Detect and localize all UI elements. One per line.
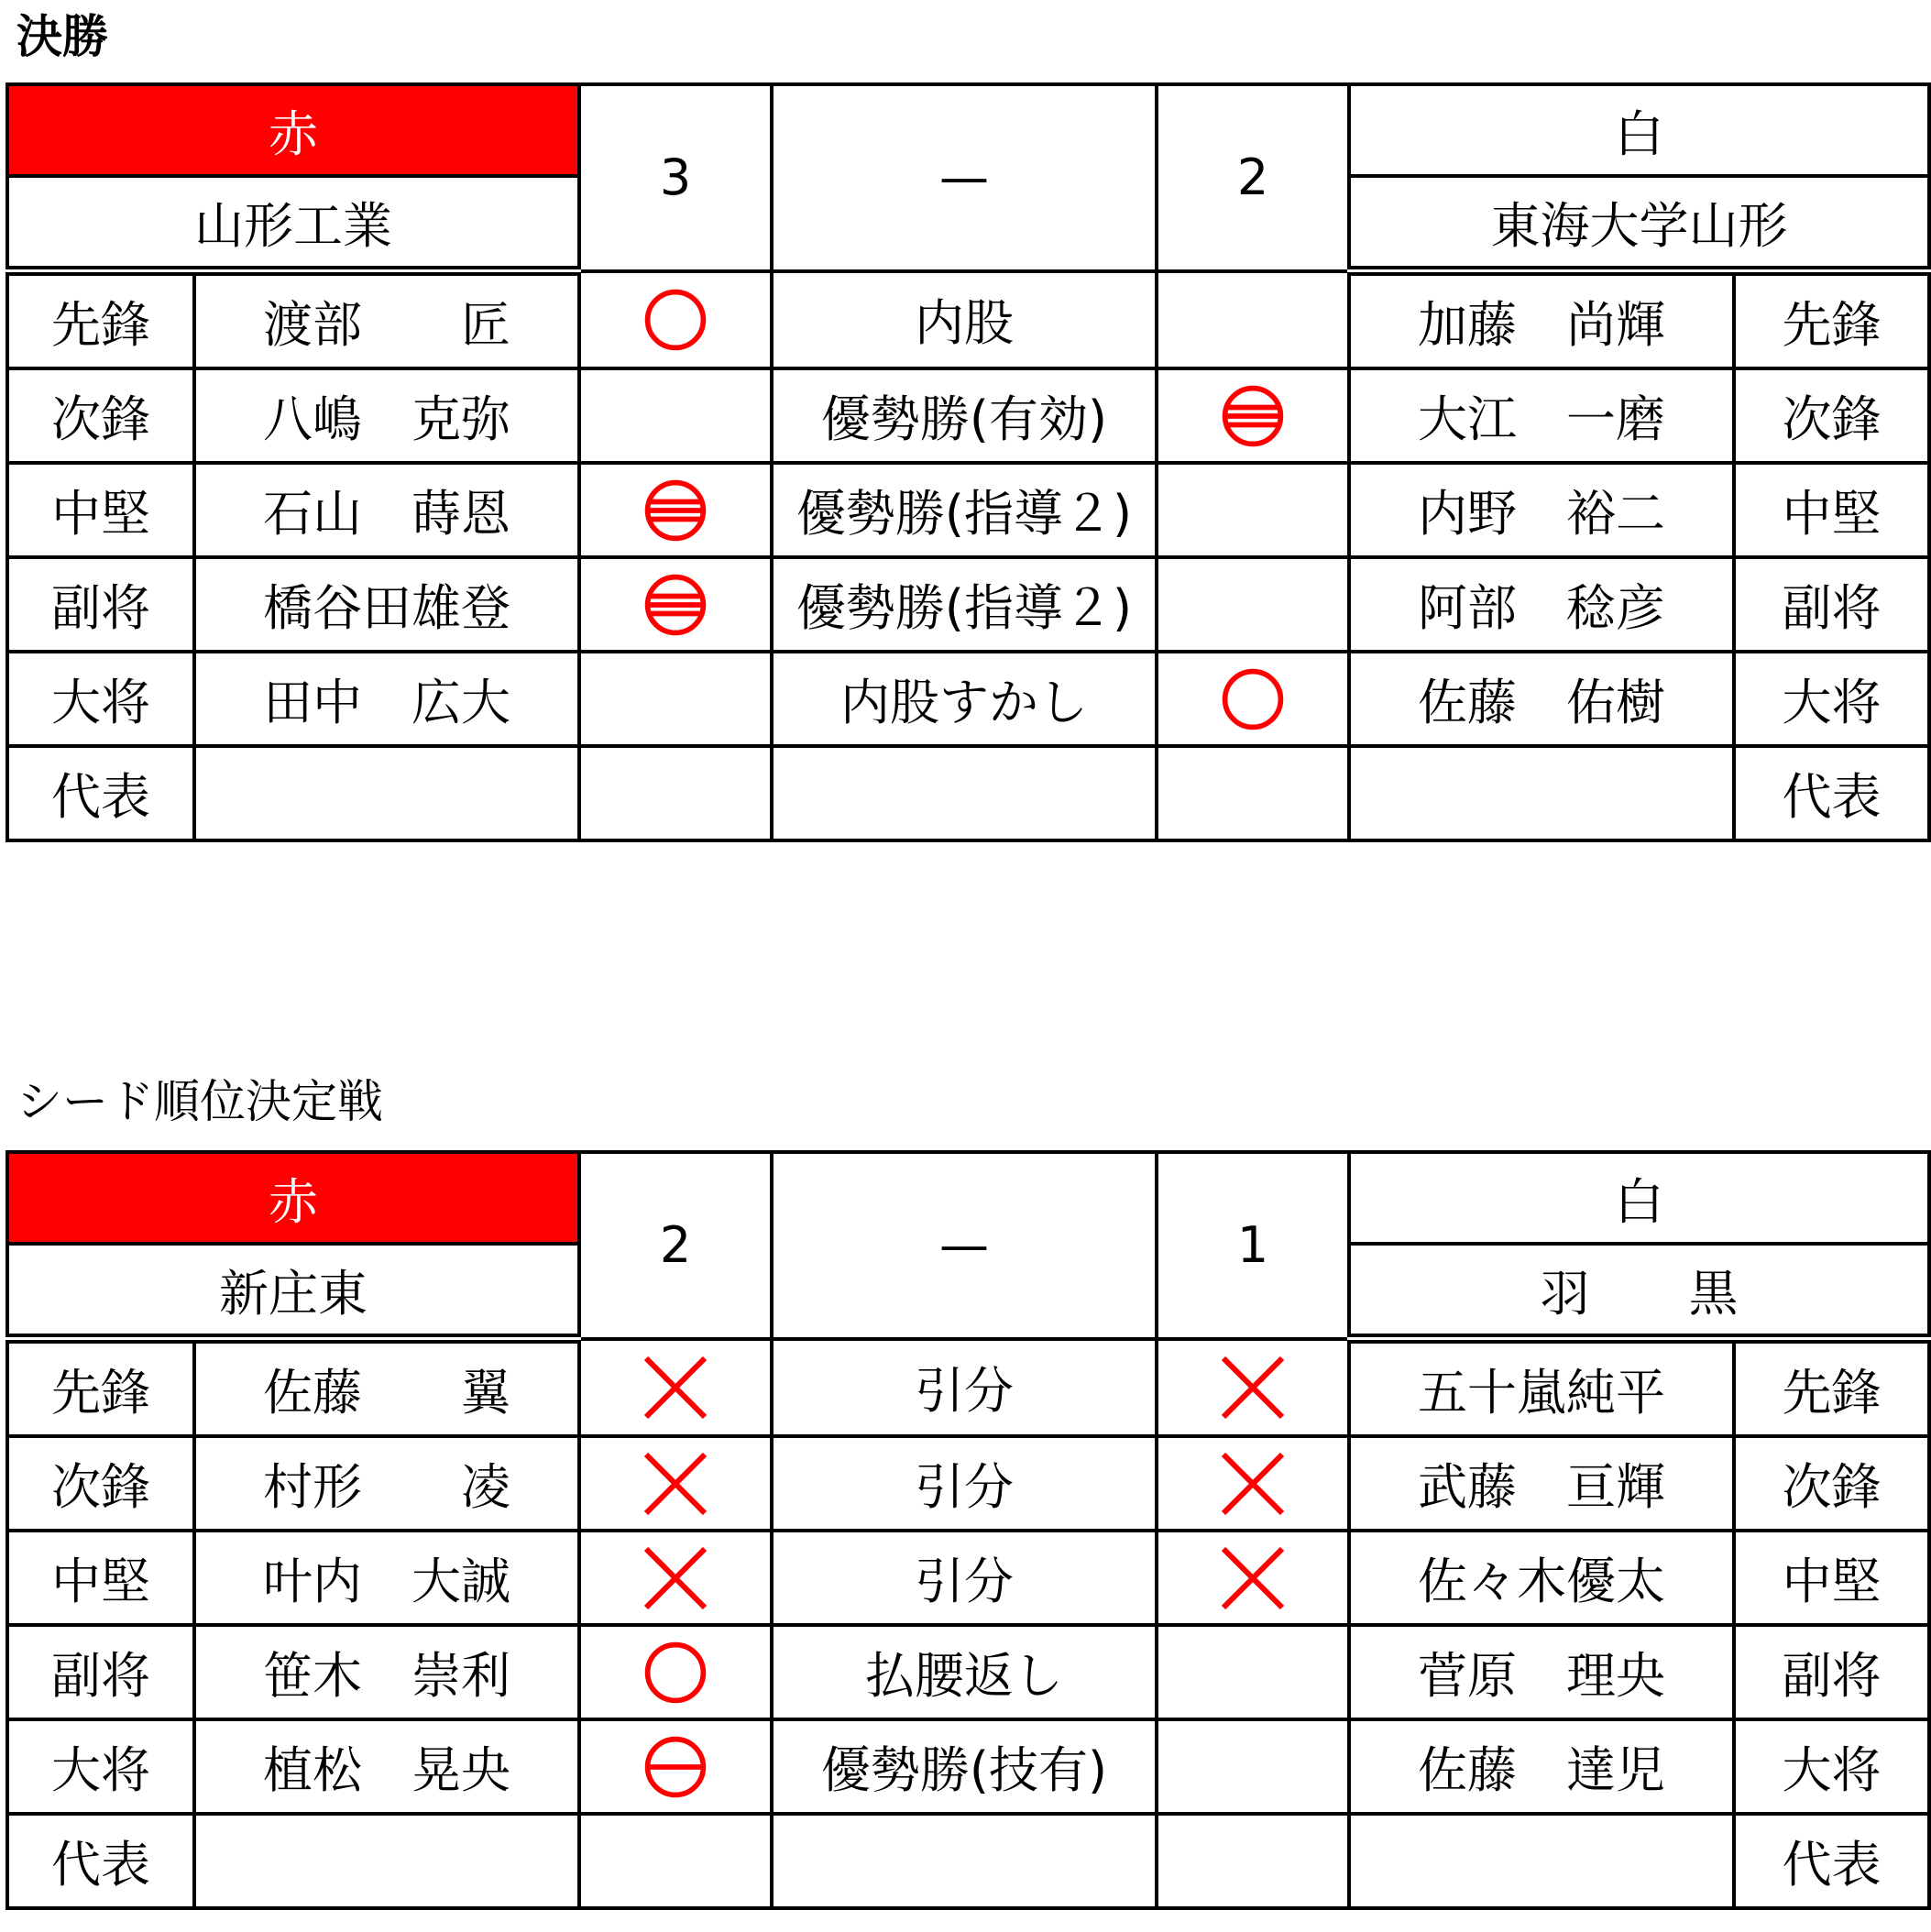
white-position: 中堅 <box>1734 463 1929 557</box>
red-result-mark <box>579 271 772 369</box>
white-position: 次鋒 <box>1734 368 1929 463</box>
red-result-mark <box>579 746 772 840</box>
red-result-mark <box>579 1339 772 1437</box>
technique: 優勢勝(技有) <box>772 1719 1157 1814</box>
white-team-name: 東海大学山形 <box>1349 176 1929 271</box>
white-result-mark <box>1157 1436 1349 1531</box>
red-player-name <box>194 746 579 840</box>
cross-mark-icon <box>639 1447 712 1520</box>
circle-triple-line-icon <box>641 476 710 545</box>
white-player-name: 内野 裕二 <box>1349 463 1734 557</box>
white-player-name: 大江 一磨 <box>1349 368 1734 463</box>
circle-icon <box>641 1638 710 1707</box>
red-position: 副将 <box>7 1625 194 1719</box>
red-team-name: 山形工業 <box>7 176 579 271</box>
white-player-name: 佐藤 佑樹 <box>1349 652 1734 746</box>
cross-mark-icon <box>639 1542 712 1615</box>
red-score: 3 <box>579 84 772 271</box>
bout-row <box>7 1719 1929 1814</box>
red-player-name: 植松 晃央 <box>194 1719 579 1814</box>
white-result-mark <box>1157 557 1349 652</box>
cross-mark-icon <box>639 1351 712 1424</box>
technique: 優勢勝(指導２) <box>772 557 1157 652</box>
white-side-label: 白 <box>1349 84 1929 176</box>
circle-triple-line-icon <box>641 570 710 640</box>
match-table-final <box>5 82 1931 842</box>
white-result-mark <box>1157 1531 1349 1625</box>
white-position: 副将 <box>1734 1625 1929 1719</box>
white-result-mark <box>1157 271 1349 369</box>
white-score: 2 <box>1157 84 1349 271</box>
circle-icon <box>641 285 710 355</box>
red-result-mark <box>579 1436 772 1531</box>
cross-mark-icon <box>1216 1351 1289 1424</box>
technique <box>772 746 1157 840</box>
red-position: 中堅 <box>7 1531 194 1625</box>
white-position: 副将 <box>1734 557 1929 652</box>
white-player-name: 武藤 亘輝 <box>1349 1436 1734 1531</box>
white-side-label: 白 <box>1349 1152 1929 1244</box>
technique: 払腰返し <box>772 1625 1157 1719</box>
white-player-name <box>1349 746 1734 840</box>
white-score: 1 <box>1157 1152 1349 1339</box>
red-player-name: 渡部 匠 <box>194 271 579 369</box>
red-player-name: 八嶋 克弥 <box>194 368 579 463</box>
cross-mark-icon <box>1216 1447 1289 1520</box>
bout-row <box>7 1339 1929 1437</box>
white-player-name: 佐々木優太 <box>1349 1531 1734 1625</box>
red-position: 次鋒 <box>7 368 194 463</box>
red-player-name: 田中 広大 <box>194 652 579 746</box>
match-table-seed <box>5 1150 1931 1910</box>
red-position: 大将 <box>7 1719 194 1814</box>
white-result-mark <box>1157 1814 1349 1908</box>
technique: 内股すかし <box>772 652 1157 746</box>
technique <box>772 1814 1157 1908</box>
red-position: 中堅 <box>7 463 194 557</box>
red-score: 2 <box>579 1152 772 1339</box>
red-result-mark <box>579 1531 772 1625</box>
technique: 引分 <box>772 1531 1157 1625</box>
technique: 優勢勝(有効) <box>772 368 1157 463</box>
white-result-mark <box>1157 1625 1349 1719</box>
cross-mark-icon <box>1216 1542 1289 1615</box>
section-title-seed: シード順位決定戦 <box>16 1075 383 1128</box>
white-player-name: 阿部 稔彦 <box>1349 557 1734 652</box>
bout-row <box>7 368 1929 463</box>
red-player-name: 叶内 大誠 <box>194 1531 579 1625</box>
bout-row <box>7 1531 1929 1625</box>
red-result-mark <box>579 1719 772 1814</box>
red-player-name: 笹木 崇利 <box>194 1625 579 1719</box>
circle-triple-line-icon <box>1218 381 1288 451</box>
white-position: 次鋒 <box>1734 1436 1929 1531</box>
red-team-name: 新庄東 <box>7 1244 579 1339</box>
technique: 引分 <box>772 1436 1157 1531</box>
red-player-name: 橋谷田雄登 <box>194 557 579 652</box>
white-result-mark <box>1157 463 1349 557</box>
white-player-name: 加藤 尚輝 <box>1349 271 1734 369</box>
bout-row <box>7 1814 1929 1908</box>
red-result-mark <box>579 368 772 463</box>
white-position: 先鋒 <box>1734 271 1929 369</box>
white-result-mark <box>1157 746 1349 840</box>
red-result-mark <box>579 463 772 557</box>
red-position: 先鋒 <box>7 1339 194 1437</box>
red-position: 代表 <box>7 746 194 840</box>
red-side-label: 赤 <box>7 1152 579 1244</box>
red-position: 先鋒 <box>7 271 194 369</box>
red-side-label: 赤 <box>7 84 579 176</box>
bout-row <box>7 557 1929 652</box>
score-dash: — <box>772 1152 1157 1339</box>
white-team-name: 羽 黒 <box>1349 1244 1929 1339</box>
red-position: 副将 <box>7 557 194 652</box>
bout-row <box>7 652 1929 746</box>
white-player-name: 五十嵐純平 <box>1349 1339 1734 1437</box>
bout-row <box>7 1436 1929 1531</box>
white-position: 大将 <box>1734 1719 1929 1814</box>
white-result-mark <box>1157 1339 1349 1437</box>
white-position: 中堅 <box>1734 1531 1929 1625</box>
red-position: 代表 <box>7 1814 194 1908</box>
score-dash: — <box>772 84 1157 271</box>
white-result-mark <box>1157 1719 1349 1814</box>
red-result-mark <box>579 652 772 746</box>
red-result-mark <box>579 557 772 652</box>
white-position: 代表 <box>1734 1814 1929 1908</box>
red-player-name: 佐藤 翼 <box>194 1339 579 1437</box>
red-player-name: 石山 蒔恩 <box>194 463 579 557</box>
red-position: 次鋒 <box>7 1436 194 1531</box>
section-title-final: 決勝 <box>16 10 108 63</box>
technique: 引分 <box>772 1339 1157 1437</box>
red-result-mark <box>579 1625 772 1719</box>
white-result-mark <box>1157 368 1349 463</box>
white-position: 代表 <box>1734 746 1929 840</box>
white-position: 先鋒 <box>1734 1339 1929 1437</box>
white-player-name: 佐藤 達児 <box>1349 1719 1734 1814</box>
bout-row <box>7 463 1929 557</box>
white-result-mark <box>1157 652 1349 746</box>
white-player-name: 菅原 理央 <box>1349 1625 1734 1719</box>
bout-row <box>7 1625 1929 1719</box>
white-position: 大将 <box>1734 652 1929 746</box>
bout-row <box>7 746 1929 840</box>
bout-row <box>7 271 1929 369</box>
circle-icon <box>1218 664 1288 734</box>
circle-line-icon <box>641 1732 710 1802</box>
red-player-name: 村形 凌 <box>194 1436 579 1531</box>
red-result-mark <box>579 1814 772 1908</box>
technique: 内股 <box>772 271 1157 369</box>
red-player-name <box>194 1814 579 1908</box>
red-position: 大将 <box>7 652 194 746</box>
technique: 優勢勝(指導２) <box>772 463 1157 557</box>
white-player-name <box>1349 1814 1734 1908</box>
